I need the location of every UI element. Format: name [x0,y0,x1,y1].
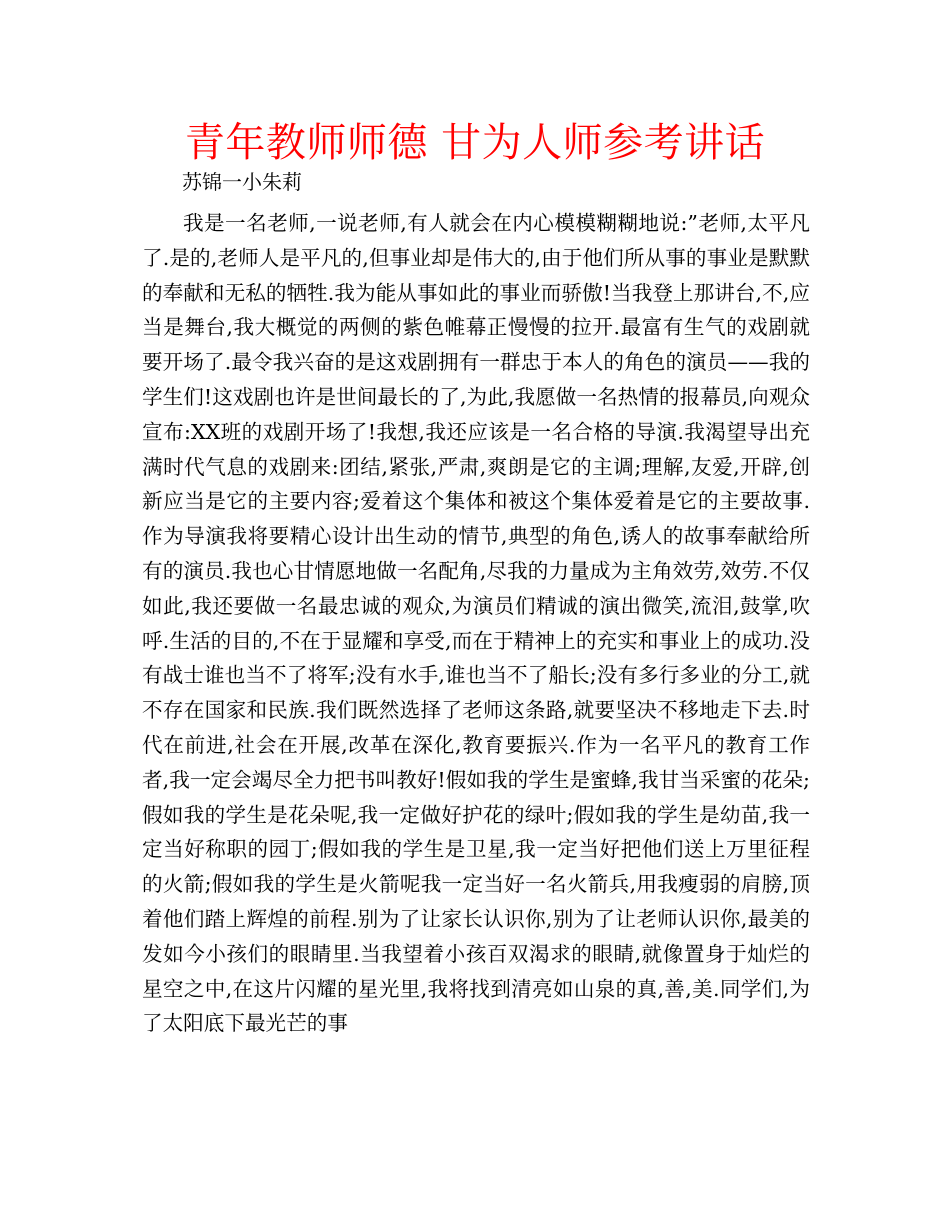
document-title: 青年教师师德 甘为人师参考讲话 [184,120,766,166]
document-author: 苏锦一小朱莉 [182,170,302,194]
body-paragraph: 我是一名老师,一说老师,有人就会在内心模模糊糊地说:”老师,太平凡了.是的,老师人是平凡的,但事业却是伟大的,由于他们所从事的事业是默默的奉献和无私的牺牲.我为能从事如此的事业而骄傲!当我登上那讲台,不,应当是舞台,我大概觉的两侧的紫色帷幕正慢慢的拉开.最富有生气的戏剧就要开场了.最令我兴奋的是这戏剧拥有一群忠于本人的角色的演员——我的学生们!这戏剧也许是世间最长的了,为此,我愿做一名热情的报幕员,向观众宣布:XX班的戏剧开场了!我想,我还应该是一名合格的导演.我渴望导出充满时代气息的戏剧来:团结,紧张,严肃,爽朗是它的主调;理解,友爱,开辟,创新应当是它的主要内容;爱着这个集体和被这个集体爱着是它的主要故事.作为导演我将要精心设计出生动的情节,典型的角色,诱人的故事奉献给所有的演员.我也心甘情愿地做一名配角,尽我的力量成为主角效劳,效劳.不仅如此,我还要做一名最忠诚的观众,为演员们精诚的演出微笑,流泪,鼓掌,吹呼.生活的目的,不在于显耀和享受,而在于精神上的充实和事业上的成功.没有战士谁也当不了将军;没有水手,谁也当不了船长;没有多行多业的分工,就不存在国家和民族.我们既然选择了老师这条路,就要坚决不移地走下去.时代在前进,社会在开展,改革在深化,教育要振兴.作为一名平凡的教育工作者,我一定会竭尽全力把书叫教好!假如我的学生是蜜蜂,我甘当采蜜的花朵;假如我的学生是花朵呢,我一定做好护花的绿叶;假如我的学生是幼苗,我一定当好称职的园丁;假如我的学生是卫星,我一定当好把他们送上万里征程的火箭;假如我的学生是火箭呢我一定当好一名火箭兵,用我瘦弱的肩膀,顶着他们踏上辉煌的前程.别为了让家长认识你,别为了让老师认识你,最美的发如今小孩们的眼睛里.当我望着小孩百双渴求的眼睛,就像置身于灿烂的星空之中,在这片闪耀的星光里,我将找到清亮如山泉的真,善,美.同学们,为了太阳底下最光芒的事 [142,211,810,1036]
